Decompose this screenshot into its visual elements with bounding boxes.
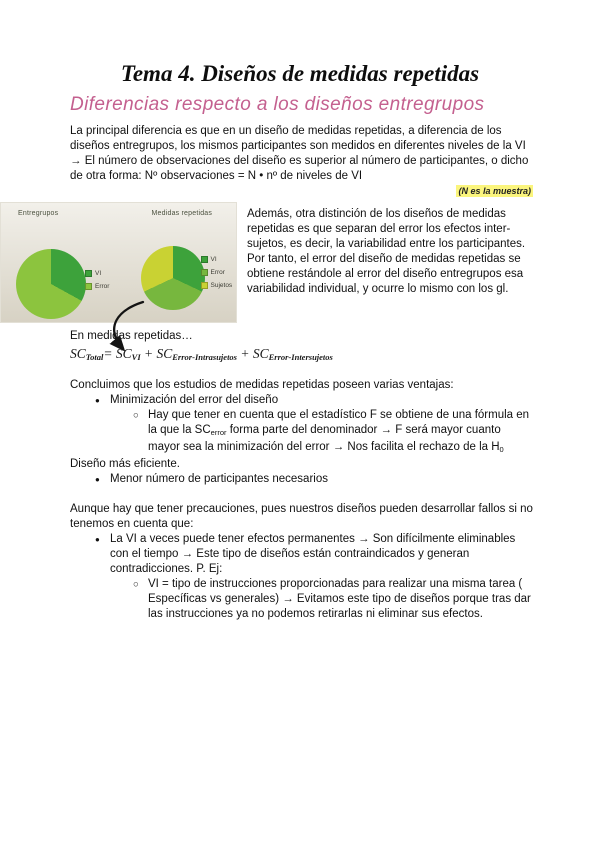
list-item (95, 532, 533, 577)
formula-subscript: Error-Intrasujetos (172, 351, 237, 362)
legend-item (85, 267, 109, 280)
advantages-list (0, 393, 533, 457)
note-line (70, 185, 533, 198)
chart-title: Entregrupos (18, 209, 59, 217)
legend-label: Error (95, 282, 110, 290)
bullet-circle-icon: ○ (133, 409, 139, 421)
advantages-list-2 (0, 472, 533, 487)
legend-swatch-error (85, 283, 92, 290)
legend-swatch-error (201, 269, 208, 276)
legend-swatch-sujetos (201, 282, 208, 289)
subscript-zero: 0 (499, 444, 504, 454)
text-part: forma parte del denominador → F será mayor cuanto mayor sea la minimización del error → Nos facilita el rechazo de la H (148, 423, 501, 453)
sub-list-item (133, 577, 533, 622)
sub-list-item (133, 408, 533, 457)
chart-legend (201, 253, 233, 292)
legend-item (85, 280, 109, 293)
pie-entregrupos (16, 249, 86, 319)
bullet-circle-icon: ○ (133, 578, 139, 590)
lead-line: En medidas repetidas… (70, 329, 193, 342)
section-heading: Diferencias respecto a los diseños entregrupos (70, 93, 485, 115)
bullet-icon: ● (95, 474, 100, 484)
formula-term: + SC (140, 345, 173, 361)
figure-row (0, 202, 533, 323)
text-part: Hay que tener en cuenta que el estadístico F se obtiene de una fórmula en la que la SC (148, 408, 530, 436)
legend-label: Error (210, 268, 225, 276)
formula-term: = SC (103, 345, 132, 361)
sub-list-item-text: VI = tipo de instrucciones proporcionadas para realizar una misma tarea ( Específicas vs generales) → Evitamos este tipo de diseños porque tras dar las instrucciones ya no podemos retirarlas ni eliminar sus efectos. (148, 577, 531, 620)
side-paragraph: Además, otra distinción de los diseños de medidas repetidas es que separan del error los efectos inter-sujetos, es decir, la variabilidad entre los participantes. Por tanto, el error del diseño de medidas repetidas se obtiene restándole al error del diseño entregrupos esa variabilidad individual, y ocurre lo mismo con los gl. (247, 207, 526, 295)
legend-label: VI (95, 269, 102, 277)
list-item-text: La VI a veces puede tener efectos permanentes → Son difícilmente eliminables con el tiempo → Este tipo de diseños están contraindicados y generan contradicciones. P. Ej: (110, 532, 516, 575)
formula-term: + SC (236, 345, 269, 361)
subscript-error: error (210, 427, 227, 437)
bullet-icon: ● (95, 534, 100, 544)
pie-chart-figure (0, 202, 237, 323)
legend-label: VI (210, 255, 217, 263)
efficient-design-line: Diseño más eficiente. (70, 457, 180, 470)
chart-title: Medidas repetidas (151, 209, 213, 217)
chart-medidas-repetidas (119, 203, 237, 322)
bullet-icon: ● (95, 395, 100, 405)
page-title: Tema 4. Diseños de medidas repetidas (120, 61, 480, 86)
formula-subscript: Error-Intersujetos (268, 351, 333, 362)
advantages-intro: Concluimos que los estudios de medidas repetidas poseen varias ventajas: (70, 378, 454, 391)
list-item (95, 472, 533, 487)
chart-legend (85, 267, 109, 293)
cautions-intro: Aunque hay que tener precauciones, pues nuestros diseños pueden desarrollar fallos si no tenemos en cuenta que: (70, 502, 533, 530)
cautions-list (0, 532, 533, 622)
legend-label: Sujetos (210, 281, 233, 289)
legend-swatch-vi (201, 256, 208, 263)
legend-swatch-vi (85, 270, 92, 277)
pie-medidas-repetidas (141, 246, 205, 310)
formula-term: SC (70, 345, 86, 361)
formula-subscript: Total (85, 351, 104, 362)
list-item (95, 393, 533, 408)
intro-paragraph: La principal diferencia es que en un diseño de medidas repetidas, a diferencia de los diseños entregrupos, los mismos participantes son medidos en diferentes niveles de la VI → El número de observaciones del diseño es superior al número de participantes, o dicho de otra forma: Nº observaciones = N • nº de niveles de VI (70, 124, 529, 182)
legend-item (201, 253, 233, 266)
formula (70, 346, 533, 365)
legend-item (201, 266, 233, 279)
list-item-text: Menor número de participantes necesarios (110, 472, 328, 485)
legend-item (201, 279, 233, 292)
sub-list-item-text (148, 408, 533, 457)
list-item-text: Minimización del error del diseño (110, 393, 279, 406)
sample-note-highlight: (N es la muestra) (458, 185, 531, 196)
chart-entregrupos (1, 203, 119, 322)
formula-subscript: VI (131, 351, 141, 362)
